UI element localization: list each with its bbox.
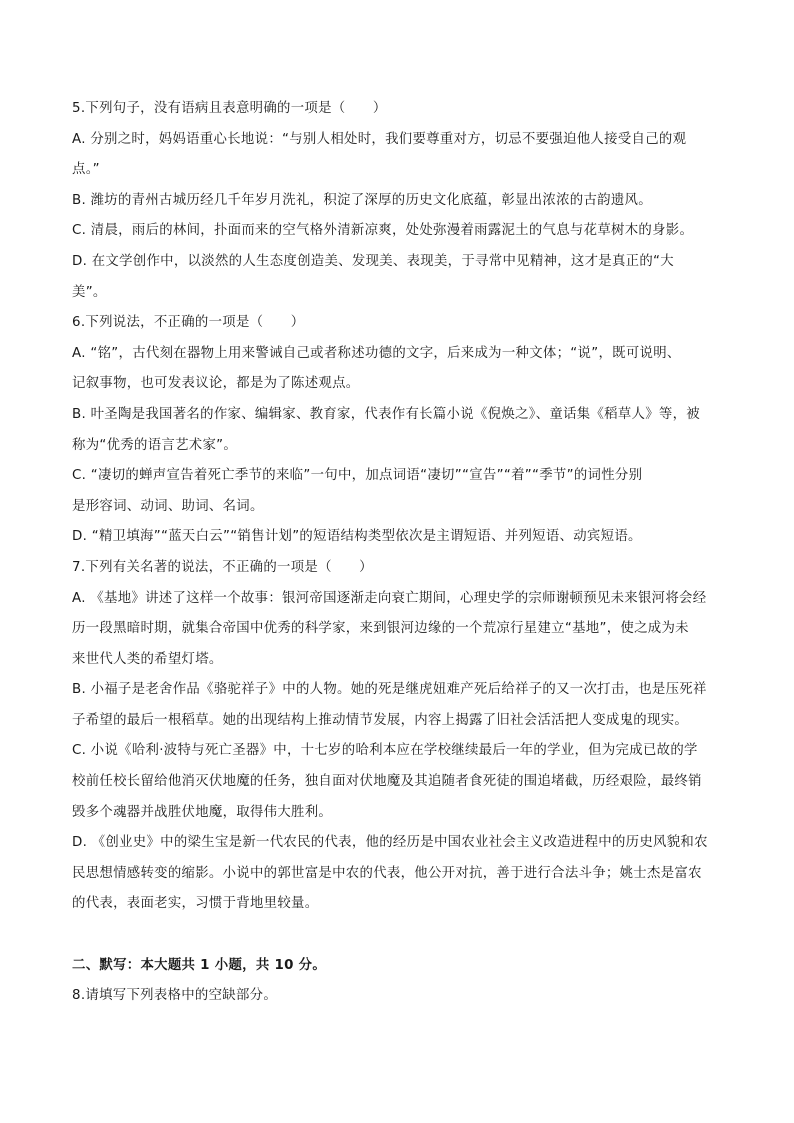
- option-d-cont: 民思想情感转变的缩影。小说中的郭世富是中农的代表，他公开对抗，善于进行合法斗争；姚士杰是富农: [72, 865, 702, 881]
- option-b-cont: 称为“优秀的语言艺术家”。: [72, 437, 238, 453]
- question-5: [72, 94, 724, 308]
- option-c-cont: 校前任校长留给他消灭伏地魔的任务，独自面对伏地魔及其追随者食死徒的围追堵截，历经艰险，最终销: [72, 774, 702, 790]
- section-gap: [72, 920, 724, 951]
- question-stem: 7.下列有关名著的说法，不正确的一项是（ ）: [72, 559, 373, 575]
- section-2: [72, 951, 724, 1012]
- section-heading: 二、默写：本大题共 1 小题，共 10 分。: [72, 957, 327, 973]
- option-c: C. “凄切的蝉声宣告着死亡季节的来临”一句中，加点词语“凄切”“宣告”“着”“季节”的词性分别: [72, 468, 643, 484]
- question-7: [72, 553, 724, 920]
- question-8: 8.请填写下列表格中的空缺部分。: [72, 988, 278, 1004]
- option-c-cont: 毁多个魂器并战胜伏地魔，取得伟大胜利。: [72, 804, 333, 820]
- option-d: D. “精卫填海”“蓝天白云”“销售计划”的短语结构类型依次是主谓短语、并列短语、动宾短语。: [72, 529, 642, 545]
- option-b: B. 叶圣陶是我国著名的作家、编辑家、教育家，代表作有长篇小说《倪焕之》、童话集《稻草人》等，被: [72, 406, 700, 422]
- option-b: B. 小福子是老舍作品《骆驼祥子》中的人物。她的死是继虎妞难产死后给祥子的又一次打击，也是压死祥: [72, 682, 707, 698]
- option-b: B. 潍坊的青州古城历经几千年岁月洗礼，积淀了深厚的历史文化底蕴，彰显出浓浓的古韵遗风。: [72, 192, 652, 208]
- question-stem: 6.下列说法，不正确的一项是（ ）: [72, 315, 305, 331]
- option-a-cont: 记叙事物，也可发表议论，都是为了陈述观点。: [72, 376, 360, 392]
- option-d: D. 在文学创作中，以淡然的人生态度创造美、发现美、表现美，于寻常中见精神，这才是真正的“大: [72, 253, 674, 269]
- option-c-cont: 是形容词、动词、助词、名词。: [72, 498, 264, 514]
- question-stem: 5.下列句子，没有语病且表意明确的一项是（ ）: [72, 101, 387, 116]
- document-page: [72, 94, 724, 1012]
- option-a: A. 《基地》讲述了这样一个故事：银河帝国逐渐走向衰亡期间，心理史学的宗师谢顿预见未来银河将会经: [72, 590, 707, 606]
- option-a-cont: 来世代人类的希望灯塔。: [72, 651, 223, 667]
- option-a: A. “铭”，古代刻在器物上用来警诫自己或者称述功德的文字，后来成为一种文体；“说”，既可说明、: [72, 345, 681, 361]
- option-a: A. 分别之时，妈妈语重心长地说：“与别人相处时，我们要尊重对方，切忌不要强迫他人接受自己的观: [72, 131, 687, 147]
- option-a-cont: 点。”: [72, 162, 100, 178]
- option-d-cont: 的代表，表面老实，习惯于背地里较量。: [72, 896, 319, 912]
- option-d-cont: 美”。: [72, 284, 107, 300]
- option-b-cont: 子希望的最后一根稻草。她的出现结构上推动情节发展，内容上揭露了旧社会活活把人变成鬼的现实。: [72, 712, 689, 728]
- option-c: C. 清晨，雨后的林间，扑面而来的空气格外清新凉爽，处处弥漫着雨露泥土的气息与花草树木的身影。: [72, 223, 694, 239]
- option-c: C. 小说《哈利·波特与死亡圣器》中，十七岁的哈利本应在学校继续最后一年的学业，但为完成已故的学: [72, 743, 698, 759]
- question-6: [72, 308, 724, 553]
- option-d: D. 《创业史》中的梁生宝是新一代农民的代表，他的经历是中国农业社会主义改造进程中的历史风貌和农: [72, 835, 708, 851]
- option-a-cont: 历一段黑暗时期，就集合帝国中优秀的科学家，来到银河边缘的一个荒凉行星建立“基地”，使之成为未: [72, 621, 689, 637]
